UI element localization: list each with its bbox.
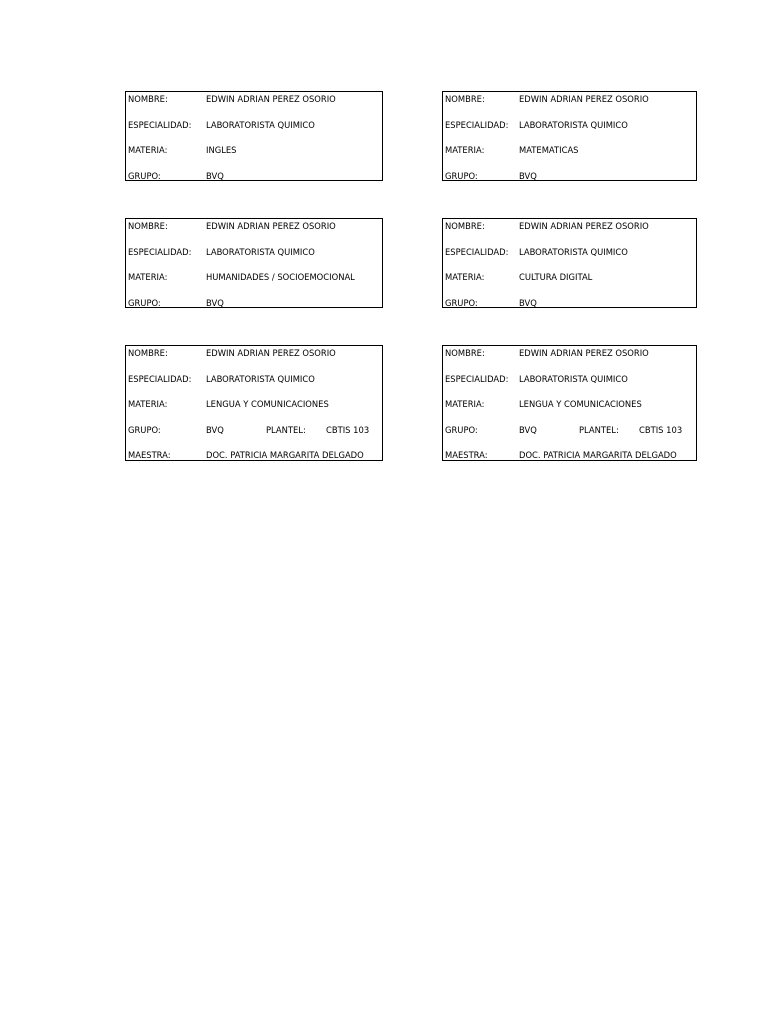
materia-value: CULTURA DIGITAL — [519, 272, 593, 282]
materia-label: MATERIA: — [445, 145, 485, 155]
materia-row — [126, 143, 382, 169]
grupo-value: BVQ — [519, 170, 537, 181]
grupo-label: GRUPO: — [445, 297, 478, 308]
grupo-row — [443, 296, 696, 322]
nombre-label: NOMBRE: — [128, 94, 168, 104]
nombre-value: EDWIN ADRIAN PEREZ OSORIO — [206, 221, 336, 231]
especialidad-row — [443, 118, 696, 144]
grupo-row — [443, 169, 696, 195]
grupo-value: BVQ — [206, 297, 224, 308]
nombre-label: NOMBRE: — [445, 348, 485, 358]
materia-label: MATERIA: — [445, 399, 485, 409]
grupo-row — [126, 169, 382, 195]
nombre-value: EDWIN ADRIAN PEREZ OSORIO — [206, 348, 336, 358]
grupo-row — [126, 296, 382, 322]
nombre-row — [126, 346, 382, 372]
grupo-label: GRUPO: — [445, 424, 478, 435]
especialidad-label: ESPECIALIDAD: — [128, 373, 192, 384]
materia-row — [126, 270, 382, 296]
maestra-row — [126, 448, 382, 474]
plantel-value: CBTIS 103 — [326, 424, 370, 435]
nombre-label: NOMBRE: — [445, 221, 485, 231]
especialidad-row — [126, 372, 382, 398]
especialidad-value: LABORATORISTA QUIMICO — [519, 373, 628, 384]
nombre-label: NOMBRE: — [128, 348, 168, 358]
especialidad-row — [126, 118, 382, 144]
materia-row — [126, 397, 382, 423]
grupo-label: GRUPO: — [128, 424, 161, 435]
especialidad-value: LABORATORISTA QUIMICO — [519, 246, 628, 257]
label-card — [442, 218, 697, 308]
nombre-value: EDWIN ADRIAN PEREZ OSORIO — [519, 221, 649, 231]
grupo-value: BVQ — [519, 424, 537, 435]
grupo-label: GRUPO: — [128, 170, 161, 181]
materia-value: LENGUA Y COMUNICACIONES — [519, 399, 642, 409]
especialidad-value: LABORATORISTA QUIMICO — [206, 373, 315, 384]
especialidad-row — [443, 245, 696, 271]
plantel-value: CBTIS 103 — [639, 424, 683, 435]
especialidad-value: LABORATORISTA QUIMICO — [206, 119, 315, 130]
grupo-value: BVQ — [206, 424, 224, 435]
especialidad-label: ESPECIALIDAD: — [445, 373, 509, 384]
plantel-label: PLANTEL: — [266, 424, 306, 435]
maestra-label: MAESTRA: — [128, 450, 171, 460]
materia-row — [443, 397, 696, 423]
especialidad-value: LABORATORISTA QUIMICO — [206, 246, 315, 257]
nombre-label: NOMBRE: — [128, 221, 168, 231]
materia-row — [443, 143, 696, 169]
materia-value: LENGUA Y COMUNICACIONES — [206, 399, 329, 409]
nombre-row — [443, 219, 696, 245]
materia-label: MATERIA: — [128, 399, 168, 409]
especialidad-label: ESPECIALIDAD: — [128, 119, 192, 130]
especialidad-label: ESPECIALIDAD: — [128, 246, 192, 257]
label-card — [442, 345, 697, 461]
nombre-value: EDWIN ADRIAN PEREZ OSORIO — [519, 348, 649, 358]
maestra-value: DOC. PATRICIA MARGARITA DELGADO — [519, 450, 677, 460]
nombre-value: EDWIN ADRIAN PEREZ OSORIO — [519, 94, 649, 104]
especialidad-value: LABORATORISTA QUIMICO — [519, 119, 628, 130]
maestra-label: MAESTRA: — [445, 450, 488, 460]
maestra-value: DOC. PATRICIA MARGARITA DELGADO — [206, 450, 364, 460]
materia-value: INGLES — [206, 145, 237, 155]
especialidad-row — [443, 372, 696, 398]
grupo-row — [443, 423, 696, 449]
materia-label: MATERIA: — [445, 272, 485, 282]
nombre-row — [126, 92, 382, 118]
grupo-value: BVQ — [519, 297, 537, 308]
plantel-label: PLANTEL: — [579, 424, 619, 435]
materia-value: HUMANIDADES / SOCIOEMOCIONAL — [206, 272, 355, 282]
label-card — [125, 218, 383, 308]
especialidad-label: ESPECIALIDAD: — [445, 246, 509, 257]
label-card — [125, 345, 383, 461]
nombre-row — [126, 219, 382, 245]
grupo-value: BVQ — [206, 170, 224, 181]
grupo-row — [126, 423, 382, 449]
especialidad-label: ESPECIALIDAD: — [445, 119, 509, 130]
nombre-value: EDWIN ADRIAN PEREZ OSORIO — [206, 94, 336, 104]
grupo-label: GRUPO: — [128, 297, 161, 308]
label-card — [125, 91, 383, 181]
grupo-label: GRUPO: — [445, 170, 478, 181]
nombre-row — [443, 346, 696, 372]
materia-row — [443, 270, 696, 296]
nombre-row — [443, 92, 696, 118]
materia-label: MATERIA: — [128, 145, 168, 155]
materia-label: MATERIA: — [128, 272, 168, 282]
maestra-row — [443, 448, 696, 474]
nombre-label: NOMBRE: — [445, 94, 485, 104]
materia-value: MATEMATICAS — [519, 145, 579, 155]
especialidad-row — [126, 245, 382, 271]
label-card — [442, 91, 697, 181]
